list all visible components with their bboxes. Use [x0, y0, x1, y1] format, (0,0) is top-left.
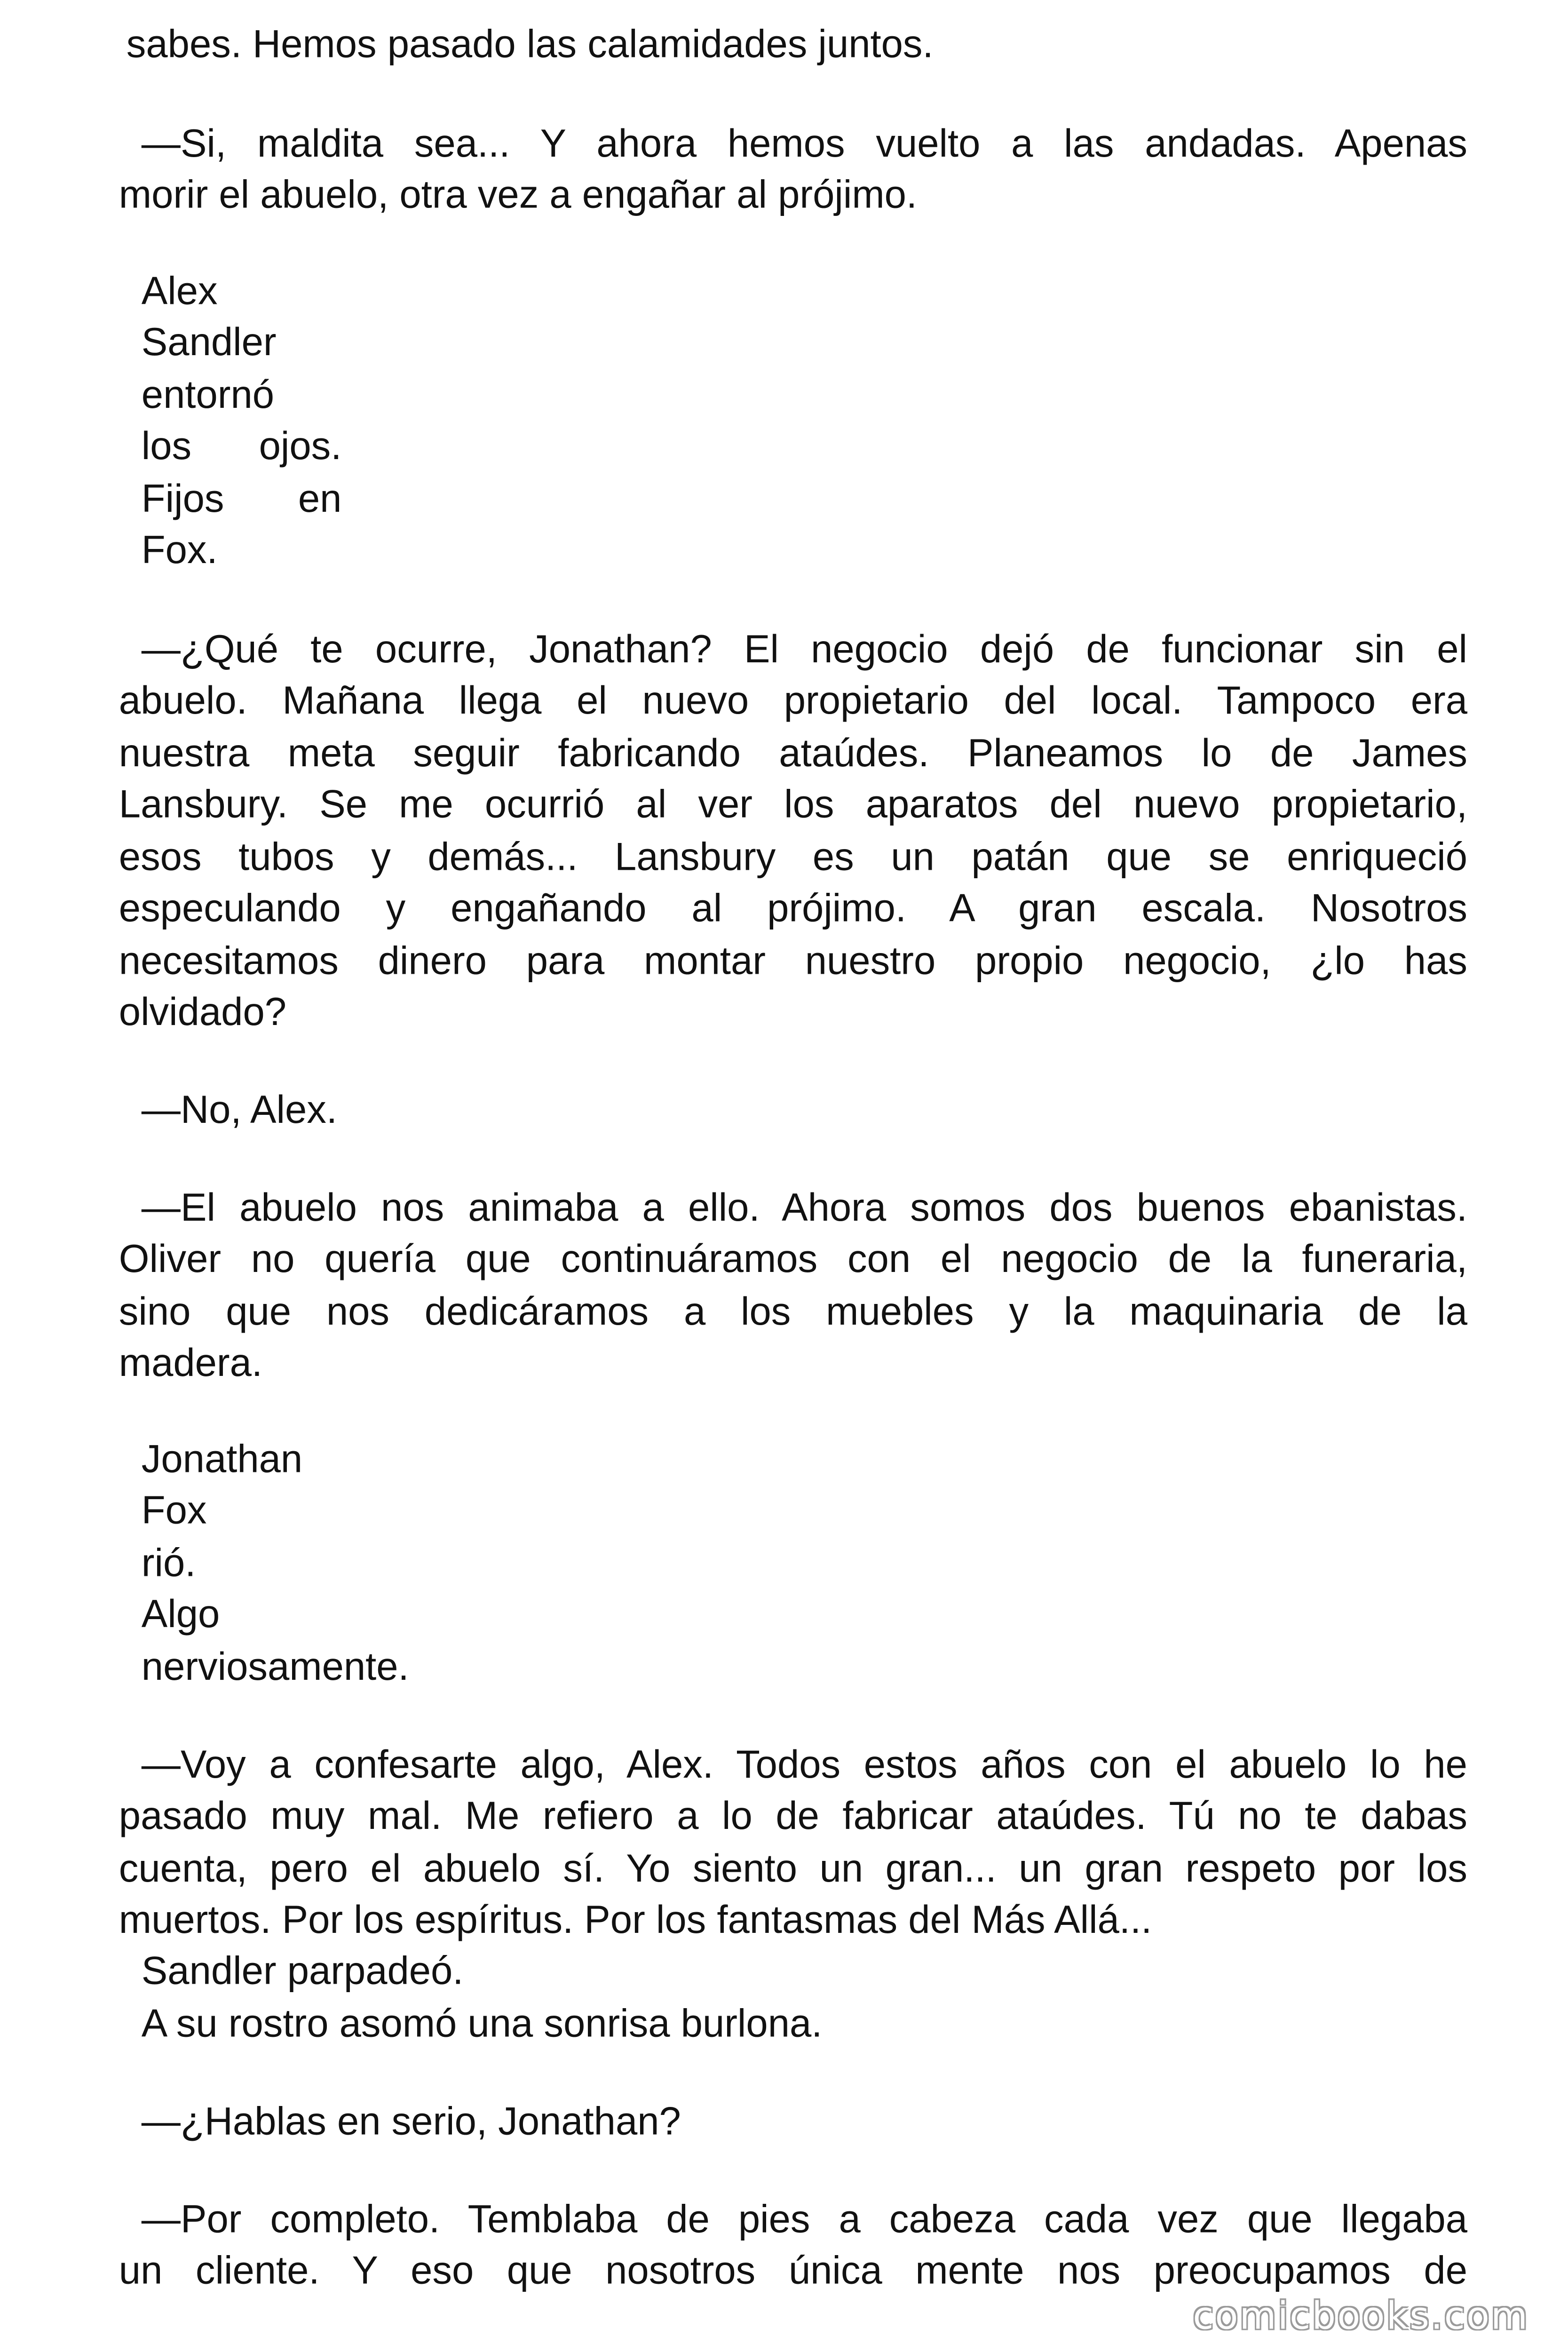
text-line: sino que nos dedicáramos a los muebles y la maquinaria de la — [119, 1288, 1467, 1334]
text-line: Fijos en — [141, 476, 342, 521]
text-line: esos tubos y demás... Lansbury es un patán que se enriqueció — [119, 834, 1467, 879]
text-line: muertos. Por los espíritus. Por los fantasmas del Más Allá... — [119, 1897, 1152, 1942]
text-line: los ojos. — [141, 423, 342, 469]
watermark: comicbooks.com — [1193, 2294, 1529, 2338]
text-line: nuestra meta seguir fabricando ataúdes. Planeamos lo de James — [119, 730, 1467, 775]
text-line: A su rostro asomó una sonrisa burlona. — [141, 2000, 823, 2046]
text-line: Alex — [141, 268, 218, 313]
text-line: madera. — [119, 1340, 263, 1385]
text-line: olvidado? — [119, 989, 287, 1034]
text-line: —¿Qué te ocurre, Jonathan? El negocio dejó de funcionar sin el — [141, 626, 1467, 672]
text-line: Sandler parpadeó. — [141, 1947, 464, 1993]
text-line: necesitamos dinero para montar nuestro propio negocio, ¿lo has — [119, 938, 1467, 983]
text-line: —Si, maldita sea... Y ahora hemos vuelto a las andadas. Apenas — [141, 120, 1467, 166]
text-line: Sandler — [141, 319, 277, 365]
text-line: un cliente. Y eso que nosotros única mente nos preocupamos de — [119, 2247, 1467, 2293]
text-line: Fox. — [141, 527, 218, 572]
text-line: —Voy a confesarte algo, Alex. Todos estos años con el abuelo lo he — [141, 1741, 1467, 1787]
text-line: Lansbury. Se me ocurrió al ver los aparatos del nuevo propietario, — [119, 781, 1467, 826]
text-line: sabes. Hemos pasado las calamidades juntos. — [126, 21, 934, 66]
text-line: —Por completo. Temblaba de pies a cabeza cada vez que llegaba — [141, 2196, 1467, 2241]
text-line: —El abuelo nos animaba a ello. Ahora somos dos buenos ebanistas. — [141, 1184, 1467, 1230]
text-line: —¿Hablas en serio, Jonathan? — [141, 2098, 681, 2144]
text-line: especulando y engañando al prójimo. A gran escala. Nosotros — [119, 885, 1467, 930]
text-line: —No, Alex. — [141, 1087, 337, 1132]
text-line: Jonathan — [141, 1436, 303, 1481]
text-line: pasado muy mal. Me refiero a lo de fabricar ataúdes. Tú no te dabas — [119, 1793, 1467, 1838]
text-line: Fox — [141, 1487, 207, 1533]
text-line: Oliver no quería que continuáramos con el negocio de la funeraria, — [119, 1236, 1467, 1281]
text-line: Algo — [141, 1591, 220, 1637]
text-line: nerviosamente. — [141, 1644, 409, 1689]
text-line: cuenta, pero el abuelo sí. Yo siento un gran... un gran respeto por los — [119, 1845, 1467, 1891]
text-line: entornó — [141, 372, 274, 417]
text-line: abuelo. Mañana llega el nuevo propietario del local. Tampoco era — [119, 677, 1467, 723]
text-line: rió. — [141, 1540, 196, 1585]
text-line: morir el abuelo, otra vez a engañar al prójimo. — [119, 171, 918, 217]
